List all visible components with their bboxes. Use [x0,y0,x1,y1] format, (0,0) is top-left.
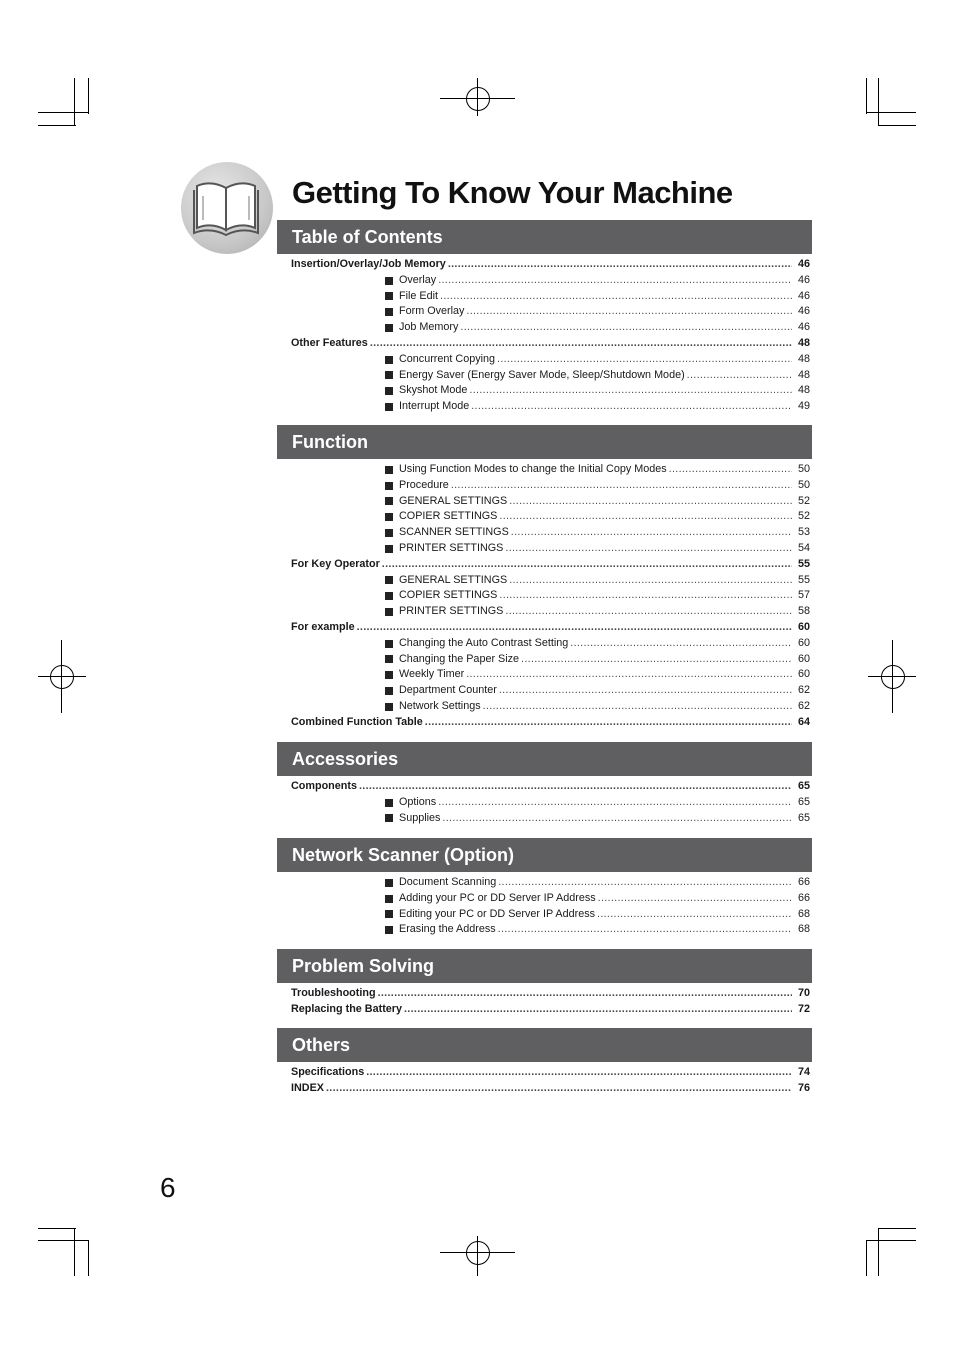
toc-sub-entry[interactable] [277,652,812,668]
entry-title: Job Memory [399,321,459,334]
toc-sub-entry[interactable] [277,352,812,368]
entry-label-line [385,683,792,699]
entry-label-line [385,922,792,938]
entry-title: COPIER SETTINGS [399,510,498,523]
entry-page-number: 65 [797,795,810,808]
page-title: Getting To Know Your Machine [292,175,733,210]
entry-title: For Key Operator [291,557,380,570]
toc-sub-entry[interactable] [277,667,812,683]
dot-leader [438,273,792,289]
entry-title: Procedure [399,478,449,491]
square-bullet-icon [385,879,393,887]
square-bullet-icon [385,640,393,648]
entry-title: Weekly Timer [399,668,465,681]
dot-leader [357,620,792,636]
toc-sub-entry[interactable] [277,683,812,699]
entry-label-line [291,557,792,573]
entry-page-number: 76 [797,1081,810,1094]
entry-label-line [385,320,792,336]
entry-title: PRINTER SETTINGS [399,605,504,618]
entry-title: Erasing the Address [399,923,496,936]
entry-label-line [291,1081,792,1097]
square-bullet-icon [385,703,393,711]
toc-sub-entry[interactable] [277,509,812,525]
section-heading: Network Scanner (Option) [277,838,812,872]
dot-leader [598,891,792,907]
dot-leader [442,811,792,827]
toc-sub-entry[interactable] [277,289,812,305]
entry-page-number: 50 [797,463,810,475]
entry-label-line [385,368,792,384]
toc-main-entry[interactable] [277,986,812,1002]
section-heading: Others [277,1028,812,1062]
entry-title: Energy Saver (Energy Saver Mode, Sleep/Shutdown Mode) [399,368,685,381]
square-bullet-icon [385,482,393,490]
entry-label-line [385,525,792,541]
dot-leader [326,1081,792,1097]
toc-sub-entry[interactable] [277,699,812,715]
toc-main-entry[interactable] [277,620,812,636]
entry-page-number: 55 [797,573,810,586]
toc-sub-entry[interactable] [277,573,812,589]
square-bullet-icon [385,655,393,663]
toc-entries [277,1064,812,1097]
entry-page-number: 66 [797,876,810,888]
toc-sub-entry[interactable] [277,795,812,811]
section-heading: Function [277,425,812,459]
entry-page-number: 48 [797,368,810,381]
entry-label-line [385,494,792,510]
entry-title: Specifications [291,1066,365,1078]
square-bullet-icon [385,324,393,332]
square-bullet-icon [385,895,393,903]
entry-title: Replacing the Battery [291,1002,402,1015]
book-icon-badge [181,162,273,254]
entry-page-number: 60 [797,652,810,665]
entry-label-line [291,620,792,636]
square-bullet-icon [385,592,393,600]
toc-sub-entry[interactable] [277,525,812,541]
dot-leader [509,573,792,589]
toc-sub-entry[interactable] [277,541,812,557]
dot-leader [460,320,792,336]
dot-leader [505,541,792,557]
dot-leader [359,779,792,795]
dot-leader [438,795,792,811]
entry-title: Changing the Auto Contrast Setting [399,636,569,649]
entry-label-line [385,509,792,525]
entry-label-line [385,588,792,604]
toc-sub-entry[interactable] [277,478,812,494]
entry-page-number: 46 [797,258,810,270]
book-icon [193,178,261,238]
toc-entries [277,461,812,731]
toc-entries [277,778,812,826]
entry-page-number: 62 [797,699,810,712]
square-bullet-icon [385,292,393,300]
toc-sub-entry[interactable] [277,304,812,320]
entry-page-number: 48 [797,384,810,397]
entry-page-number: 50 [797,478,810,491]
entry-page-number: 62 [797,684,810,697]
entry-page-number: 60 [797,668,810,681]
entry-page-number: 68 [797,923,810,936]
dot-leader [597,907,792,923]
dot-leader [378,986,792,1002]
entry-page-number: 57 [797,589,810,602]
entry-label-line [385,289,792,305]
dot-leader [505,604,792,620]
toc-sub-entry[interactable] [277,494,812,510]
square-bullet-icon [385,513,393,521]
entry-label-line [385,875,792,891]
entry-title: GENERAL SETTINGS [399,573,508,586]
dot-leader [499,509,792,525]
entry-label-line [291,336,792,352]
dot-leader [469,383,792,399]
entry-title: For example [291,620,355,633]
toc-sub-entry[interactable] [277,588,812,604]
toc-sub-entry[interactable] [277,368,812,384]
square-bullet-icon [385,356,393,364]
entry-title: Concurrent Copying [399,352,496,365]
dot-leader [570,636,792,652]
toc-sub-entry[interactable] [277,891,812,907]
toc-main-entry[interactable] [277,257,812,273]
entry-title: PRINTER SETTINGS [399,541,504,554]
toc-sub-entry[interactable] [277,273,812,289]
dot-leader [521,652,792,668]
section-heading: Problem Solving [277,949,812,983]
toc-entries [277,256,812,415]
dot-leader [471,399,792,415]
dot-leader [669,462,792,478]
toc-section [277,742,812,826]
dot-leader [404,1002,792,1018]
page-number: 6 [160,1172,176,1203]
entry-title: Network Settings [399,699,481,712]
square-bullet-icon [385,308,393,316]
entry-page-number: 65 [797,811,810,824]
square-bullet-icon [385,466,393,474]
dot-leader [370,336,792,352]
square-bullet-icon [385,277,393,285]
square-bullet-icon [385,371,393,379]
entry-page-number: 54 [797,541,810,554]
entry-page-number: 74 [797,1066,810,1078]
entry-label-line [385,907,792,923]
entry-label-line [291,257,792,273]
entry-title: SCANNER SETTINGS [399,526,509,539]
toc-main-entry[interactable] [277,779,812,795]
entry-title: Adding your PC or DD Server IP Address [399,891,596,904]
entry-page-number: 53 [797,526,810,539]
entry-label-line [385,891,792,907]
entry-page-number: 58 [797,605,810,618]
square-bullet-icon [385,910,393,918]
entry-page-number: 68 [797,907,810,920]
entry-page-number: 72 [797,1002,810,1015]
toc-entries [277,874,812,938]
toc-sub-entry[interactable] [277,320,812,336]
square-bullet-icon [385,799,393,807]
entry-title: Changing the Paper Size [399,652,520,665]
entry-label-line [385,383,792,399]
entry-page-number: 66 [797,891,810,904]
entry-label-line [385,811,792,827]
toc-entries [277,985,812,1018]
entry-label-line [385,667,792,683]
entry-title: Options [399,795,437,808]
entry-title: Interrupt Mode [399,400,470,413]
entry-title: Document Scanning [399,876,497,888]
square-bullet-icon [385,926,393,934]
entry-page-number: 60 [797,636,810,649]
toc-section [277,1028,812,1097]
entry-page-number: 60 [797,620,810,633]
toc-main-entry[interactable] [277,1002,812,1018]
square-bullet-icon [385,671,393,679]
entry-label-line [385,604,792,620]
entry-page-number: 55 [797,557,810,570]
entry-page-number: 70 [797,987,810,999]
toc-sub-entry[interactable] [277,907,812,923]
square-bullet-icon [385,545,393,553]
entry-title: Troubleshooting [291,987,376,999]
dot-leader [448,257,792,273]
dot-leader [499,588,792,604]
entry-title: COPIER SETTINGS [399,589,498,602]
square-bullet-icon [385,687,393,695]
toc-main-entry[interactable] [277,557,812,573]
dot-leader [483,699,792,715]
dot-leader [499,683,792,699]
entry-label-line [291,986,792,1002]
dot-leader [451,478,792,494]
entry-page-number: 52 [797,494,810,507]
toc-section [277,949,812,1018]
entry-title: INDEX [291,1081,324,1094]
entry-label-line [385,462,792,478]
square-bullet-icon [385,529,393,537]
square-bullet-icon [385,497,393,505]
entry-title: Using Function Modes to change the Initial Copy Modes [399,463,667,475]
entry-title: Skyshot Mode [399,384,468,397]
entry-title: Insertion/Overlay/Job Memory [291,258,446,270]
entry-label-line [385,304,792,320]
entry-label-line [385,573,792,589]
toc-sub-entry[interactable] [277,811,812,827]
dot-leader [425,715,792,731]
toc-sub-entry[interactable] [277,875,812,891]
entry-label-line [291,1002,792,1018]
entry-page-number: 46 [797,305,810,318]
entry-page-number: 52 [797,510,810,523]
entry-title: GENERAL SETTINGS [399,494,508,507]
section-heading: Accessories [277,742,812,776]
square-bullet-icon [385,387,393,395]
entry-label-line [385,541,792,557]
entry-label-line [291,1065,792,1081]
toc-sub-entry[interactable] [277,383,812,399]
toc-main-entry[interactable] [277,1081,812,1097]
entry-page-number: 46 [797,273,810,286]
toc-section [277,425,812,731]
entry-title: Combined Function Table [291,715,423,728]
entry-title: Editing your PC or DD Server IP Address [399,907,596,920]
entry-page-number: 46 [797,289,810,302]
entry-label-line [385,699,792,715]
entry-page-number: 64 [797,715,810,728]
toc-main-entry[interactable] [277,1065,812,1081]
entry-title: Department Counter [399,684,497,697]
toc-sub-entry[interactable] [277,462,812,478]
entry-label-line [385,478,792,494]
toc-main-entry[interactable] [277,336,812,352]
entry-title: Supplies [399,811,441,824]
entry-page-number: 46 [797,321,810,334]
dot-leader [466,304,792,320]
entry-page-number: 65 [797,780,810,792]
entry-title: Other Features [291,336,368,349]
toc-sub-entry[interactable] [277,636,812,652]
section-heading: Table of Contents [277,220,812,254]
dot-leader [366,1065,792,1081]
entry-page-number: 49 [797,400,810,413]
dot-leader [466,667,792,683]
entry-title: Components [291,780,357,792]
toc-sub-entry[interactable] [277,922,812,938]
dot-leader [497,352,792,368]
entry-label-line [385,652,792,668]
dot-leader [498,922,792,938]
entry-title: Overlay [399,273,437,286]
entry-title: File Edit [399,289,439,302]
dot-leader [440,289,792,305]
toc-sub-entry[interactable] [277,604,812,620]
square-bullet-icon [385,403,393,411]
entry-label-line [291,715,792,731]
entry-label-line [385,795,792,811]
toc-sub-entry[interactable] [277,399,812,415]
entry-label-line [385,352,792,368]
toc-main-entry[interactable] [277,715,812,731]
entry-label-line [291,779,792,795]
toc-section [277,838,812,938]
square-bullet-icon [385,608,393,616]
dot-leader [687,368,792,384]
toc-section [277,220,812,415]
dot-leader [382,557,792,573]
entry-title: Form Overlay [399,305,465,318]
entry-page-number: 48 [797,336,810,349]
entry-label-line [385,399,792,415]
square-bullet-icon [385,814,393,822]
dot-leader [509,494,792,510]
dot-leader [498,875,792,891]
dot-leader [511,525,792,541]
entry-label-line [385,636,792,652]
entry-label-line [385,273,792,289]
square-bullet-icon [385,576,393,584]
entry-page-number: 48 [797,352,810,365]
